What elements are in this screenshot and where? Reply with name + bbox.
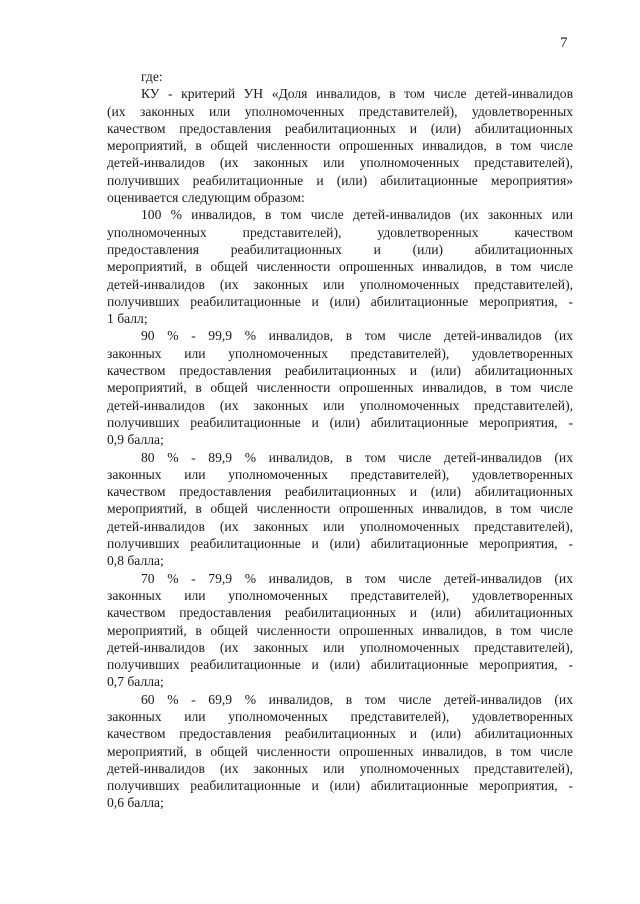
text-line: КУ - критерий УН «Доля инвалидов, в том числе детей-инвалидов [141, 86, 573, 102]
text-line: 90 % - 99,9 % инвалидов, в том числе детей-инвалидов (их [141, 328, 573, 344]
text-line: получивших реабилитационные и (или) абилитационные мероприятия, - [107, 778, 573, 794]
text-line: мероприятий, в общей численности опрошенных инвалидов, в том числе [107, 622, 573, 638]
text-line: мероприятий, в общей численности опрошенных инвалидов, в том числе [107, 138, 573, 154]
text-line: детей-инвалидов (их законных или уполномоченных представителей), [107, 639, 573, 655]
text-line: мероприятий, в общей численности опрошенных инвалидов, в том числе [107, 380, 573, 396]
text-line: мероприятий, в общей численности опрошенных инвалидов, в том числе [107, 501, 573, 517]
text-line: детей-инвалидов (их законных или уполномоченных представителей), [107, 518, 573, 534]
text-line: мероприятий, в общей численности опрошенных инвалидов, в том числе [107, 743, 573, 759]
text-line: 60 % - 69,9 % инвалидов, в том числе детей-инвалидов (их [141, 691, 573, 707]
text-line: 100 % инвалидов, в том числе детей-инвалидов (их законных или [141, 207, 573, 223]
text-line: 0,8 балла; [107, 553, 164, 569]
text-line: детей-инвалидов (их законных или уполномоченных представителей), [107, 397, 573, 413]
text-line: законных или уполномоченных представителей), удовлетворенных [107, 466, 573, 482]
text-line: (их законных или уполномоченных представителей), удовлетворенных [107, 103, 573, 119]
text-line: 80 % - 89,9 % инвалидов, в том числе детей-инвалидов (их [141, 449, 573, 465]
text-line: качеством предоставления реабилитационных и (или) абилитационных [107, 726, 573, 742]
text-line: получивших реабилитационные и (или) абилитационные мероприятия» [107, 172, 573, 188]
text-line: 1 балл; [107, 311, 148, 327]
document-body [107, 68, 573, 812]
text-line: предоставления реабилитационных и (или) абилитационных [107, 241, 573, 257]
text-line: получивших реабилитационные и (или) абилитационные мероприятия, - [107, 657, 573, 673]
text-line: законных или уполномоченных представителей), удовлетворенных [107, 345, 573, 361]
text-line: законных или уполномоченных представителей), удовлетворенных [107, 708, 573, 724]
text-line: качеством предоставления реабилитационных и (или) абилитационных [107, 605, 573, 621]
text-line: получивших реабилитационные и (или) абилитационные мероприятия, - [107, 293, 573, 309]
page-number: 7 [560, 35, 568, 51]
text-line: получивших реабилитационные и (или) абилитационные мероприятия, - [107, 536, 573, 552]
text-line: 0,9 балла; [107, 432, 164, 448]
text-line: 0,6 балла; [107, 795, 164, 811]
text-line: законных или уполномоченных представителей), удовлетворенных [107, 587, 573, 603]
text-line: детей-инвалидов (их законных или уполномоченных представителей), [107, 155, 573, 171]
text-line: 0,7 балла; [107, 674, 164, 690]
text-line: детей-инвалидов (их законных или уполномоченных представителей), [107, 760, 573, 776]
text-line: мероприятий, в общей численности опрошенных инвалидов, в том числе [107, 259, 573, 275]
text-line: оценивается следующим образом: [107, 190, 305, 206]
text-line: 70 % - 79,9 % инвалидов, в том числе детей-инвалидов (их [141, 570, 573, 586]
text-line: уполномоченных представителей), удовлетворенных качеством [107, 224, 573, 240]
text-line: где: [141, 69, 163, 84]
text-line: качеством предоставления реабилитационных и (или) абилитационных [107, 120, 573, 136]
text-line: получивших реабилитационные и (или) абилитационные мероприятия, - [107, 414, 573, 430]
text-line: детей-инвалидов (их законных или уполномоченных представителей), [107, 276, 573, 292]
text-line: качеством предоставления реабилитационных и (или) абилитационных [107, 484, 573, 500]
text-line: качеством предоставления реабилитационных и (или) абилитационных [107, 363, 573, 379]
